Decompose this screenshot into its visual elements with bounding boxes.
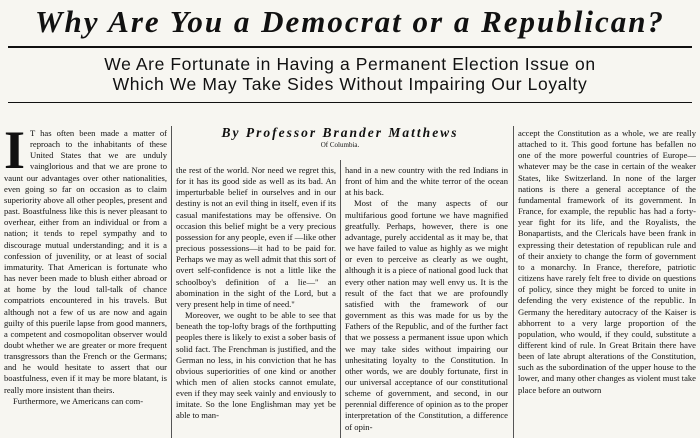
subheadline-rule bbox=[8, 102, 692, 103]
author-affiliation: Of Columbia. bbox=[320, 141, 360, 149]
column-divider bbox=[340, 160, 341, 438]
headline-rule bbox=[8, 46, 692, 48]
paragraph: the rest of the world. Nor need we regret this, for it has its good side as well as its bad. An imperturbable belief in ourselves and in our destiny is not an evil thing in itself, even if its casual manifestations may be offensive. On occasion this belief might be a very precious possession for any people, even if —like other precious possessions—it had to be paid for. Perhaps we may as well admit that this sort of overt self-confidence is not a little like the schoolboy's definition of a lie—" an abomination in the sight of the Lord, but a very present help in time of need." bbox=[176, 165, 336, 309]
paragraph-text: T has often been made a matter of reproach to the inhabitants of these United States that we are unduly vainglorious and that we are prone to vaunt our advantages over other nationalities, even going so far on occasion as to claim superiority above all other peoples, present and past. Boastfulness like this is never pleasant to overhear, either from an individual or from a nation; it tends to repel sympathy and to discourage mutual understanding; and it is a confession of juvenility, or at least of social immaturity. That American is fortunate who has never been made to blush either abroad or at home by the loud tall-talk of chance compatriots encountered in his travels. But although not a few of us are now and again guilty of this puerile lapse from good manners, a competent and cosmopolitan observer would doubt whether we are greater or more frequent transgressors than the French or the Germans; and he would hesitate to assert that our boastfulness, even if it may be more blatant, is really more insistent than theirs. bbox=[4, 128, 167, 395]
article-column-4 bbox=[518, 128, 696, 438]
byline: By Professor Brander Matthews bbox=[221, 125, 459, 140]
paragraph: hand in a new country with the red Indians in front of him and the white terror of the ocean at his back. bbox=[345, 165, 508, 198]
paragraph bbox=[4, 128, 167, 396]
column-divider bbox=[171, 126, 172, 438]
paragraph: Furthermore, we Americans can com- bbox=[13, 395, 144, 406]
article-column-3 bbox=[345, 165, 508, 438]
column-divider bbox=[513, 126, 514, 438]
headline: Why Are You a Democrat or a Republican? bbox=[34, 4, 665, 39]
subheadline-line-1: We Are Fortunate in Having a Permanent Election Issue on bbox=[104, 54, 596, 74]
subheadline bbox=[0, 54, 700, 94]
paragraph: Most of the many aspects of our multifarious good fortune we have magnified greatfully. Perhaps, however, there is one advantage, purely accidental as it may be, that we have failed to value as highly as we might or even to perceive as clearly as we ought, although it is a piece of national good luck that every other nation may well envy us. It is the result of the fact that we are profoundly satisfied with the framework of our government as this was made for us by the Fathers of the Republic, and of the further fact that we possess a permanent issue upon which we may take sides without impairing our unhesitating loyalty to the Constitution. In other words, we are doubly fortunate, first in our universal acceptance of our constitutional scheme of government, and second, in our perennial difference of opinion as to the proper interpretation of the Constitution, a difference of opin- bbox=[345, 198, 508, 432]
subheadline-line-2: Which We May Take Sides Without Impairing Our Loyalty bbox=[112, 74, 588, 94]
article-column-2 bbox=[176, 165, 336, 438]
article-column-1 bbox=[4, 128, 167, 438]
paragraph: Moreover, we ought to be able to see that beneath the top-lofty brags of the forthputting peoples there is likely to exist a sober basis of solid fact. The Frenchman is justified, and the German no less, in his conviction that he has obvious superiorities of one kind or another which men of alien stocks cannot emulate, even if they may seek vainly and enviously to imitate. So the lone Englishman may yet be able to man- bbox=[176, 310, 336, 421]
drop-cap: I bbox=[4, 128, 26, 180]
paragraph: accept the Constitution as a whole, we are really attached to it. This good fortune has befallen no one of the more powerful countries of Europe—whatever may be the case in certain of the weaker States, like Switzerland. In none of the larger nations is there a general acceptance of the fundamental framework of its government. In France, for example, the republic has had a forty-year fight for its life, and the Royalists, the Bonapartists, and the Clericals have been frank in expressing their detestation of republican rule and of their anxiety to change the form of government to a monarchy. In France, therefore, patriotic citizens have rarely felt free to divide on questions of policy, since they might be forced to unite in defending the very existence of the republic. In Germany the hereditary autocracy of the Kaiser is abhorrent to a very large proportion of the population, who would, if they could, substitute a different kind of rule. In Great Britain there have been of late abrupt alterations of the Constitution, such as the subordination of the upper house to the lower, and many other changes as violent must take place before an outworn bbox=[518, 128, 696, 395]
